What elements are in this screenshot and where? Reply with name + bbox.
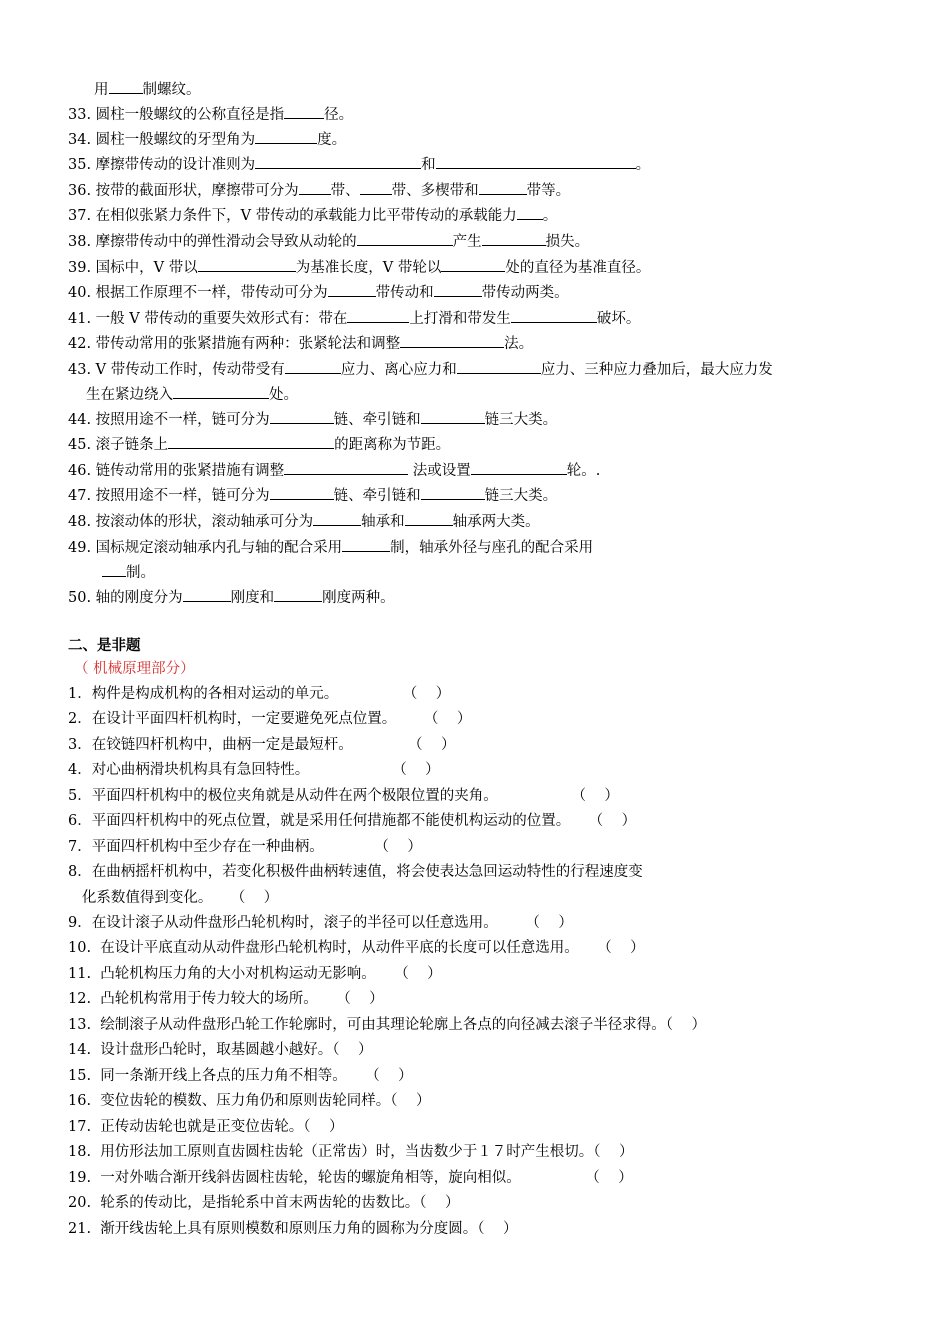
blank [517,204,543,220]
tf-question-21: 21. 渐开线齿轮上具有原则模数和原则压力角的圆称为分度圆。（ ） [68,1221,518,1237]
section-title: 二、是非题 [68,638,141,654]
question-43-continuation: 生在紧边绕入 处。 [86,383,298,405]
tf-question-8-continuation: 化系数值得到变化。 （ ） [68,890,279,906]
question-49: 49. 国标规定滚动轴承内孔与轴的配合采用 制，轴承外径与座孔的配合采用 [68,536,593,558]
blank [274,586,322,602]
blank [284,459,408,475]
blank [299,179,331,195]
question-37: 37. 在相似张紧力条件下，V 带传动的承载能力比平带传动的承载能力 。 [68,204,557,226]
blank [313,510,361,526]
blank [168,433,334,449]
tf-question-7: 7．平面四杆机构中至少存在一种曲柄。 （ ） [68,839,422,855]
blank [479,179,527,195]
blank [400,332,504,348]
tf-question-19: 19. 一对外啮合渐开线斜齿圆柱齿轮，轮齿的螺旋角相等，旋向相似。 （ ） [68,1170,633,1186]
tf-question-6: 6．平面四杆机构中的死点位置，就是采用任何措施都不能使机构运动的位置。 （ ） [68,813,637,829]
blank [270,408,334,424]
blank [102,561,126,577]
tf-question-16: 16. 变位齿轮的模数、压力角仍和原则齿轮同样。（ ） [68,1093,431,1109]
blank [255,128,317,144]
blank [284,103,324,119]
blank [511,307,597,323]
tf-question-4: 4．对心曲柄滑块机构具有急回特性。 （ ） [68,762,440,778]
blank [471,459,567,475]
tf-question-2: 2．在设计平面四杆机构时，一定要避免死点位置。 （ ） [68,711,472,727]
blank [457,358,541,374]
tf-question-20: 20. 轮系的传动比，是指轮系中首末两齿轮的齿数比。（ ） [68,1195,460,1211]
question-35: 35. 摩擦带传动的设计准则为 和 。 [68,153,650,175]
question-42: 42. 带传动常用的张紧措施有两种：张紧轮法和调整 法。 [68,332,533,354]
tf-question-17: 17. 正传动齿轮也就是正变位齿轮。（ ） [68,1119,344,1135]
blank [347,307,409,323]
section-subtitle: （ 机械原理部分） [74,661,195,677]
blank [173,383,269,399]
blank [270,484,334,500]
blank [328,281,376,297]
tf-question-5: 5．平面四杆机构中的极位夹角就是从动件在两个极限位置的夹角。 （ ） [68,788,619,804]
blank [109,78,143,94]
blank [436,153,636,169]
question-44: 44. 按照用途不一样，链可分为 链、牵引链和 链三大类。 [68,408,557,430]
blank [482,230,546,246]
question-34: 34. 圆柱一般螺纹的牙型角为 度。 [68,128,346,150]
blank [198,256,296,272]
tf-question-1: 1．构件是构成机构的各相对运动的单元。 （ ） [68,686,451,702]
blank [434,281,482,297]
tf-question-14: 14. 设计盘形凸轮时，取基圆越小越好。（ ） [68,1042,373,1058]
question-49-continuation: 制。 [102,561,155,583]
blank [441,256,505,272]
blank [357,230,453,246]
tf-question-8: 8．在曲柄摇杆机构中，若变化积极件曲柄转速值，将会使表达急回运动特性的行程速度变 [68,864,643,880]
question-41: 41. 一般 V 带传动的重要失效形式有：带在 上打滑和带发生 破坏。 [68,307,640,329]
question-48: 48. 按滚动体的形状，滚动轴承可分为 轴承和 轴承两大类。 [68,510,540,532]
question-32-continuation: 用 制螺纹。 [94,78,201,100]
question-40: 40. 根据工作原理不一样，带传动可分为 带传动和 带传动两类。 [68,281,569,303]
blank [360,179,392,195]
question-39: 39. 国标中，V 带以 为基准长度，V 带轮以 处的直径为基准直径。 [68,256,650,278]
tf-question-10: 10. 在设计平底直动从动件盘形凸轮机构时，从动件平底的长度可以任意选用。 （ ） [68,940,645,956]
blank [421,484,485,500]
question-45: 45. 滚子链条上 的距离称为节距。 [68,433,450,455]
tf-question-18: 18. 用仿形法加工原则直齿圆柱齿轮（正常齿）时，当齿数少于１７时产生根切。（ ） [68,1144,634,1160]
blank [183,586,231,602]
blank [421,408,485,424]
blank [285,358,341,374]
question-43: 43. V 带传动工作时，传动带受有 应力、离心应力和 应力、三种应力叠加后，最大应力发 [68,358,773,380]
question-47: 47. 按照用途不一样，链可分为 链、牵引链和 链三大类。 [68,484,557,506]
question-36: 36. 按带的截面形状，摩擦带可分为 带、 带、多楔带和 带等。 [68,179,570,201]
tf-question-9: 9．在设计滚子从动件盘形凸轮机构时，滚子的半径可以任意选用。 （ ） [68,915,573,931]
tf-question-11: 11. 凸轮机构压力角的大小对机构运动无影响。 （ ） [68,966,442,982]
tf-question-13: 13. 绘制滚子从动件盘形凸轮工作轮廓时，可由其理论轮廓上各点的向径减去滚子半径求得。（ ） [68,1017,706,1033]
tf-question-3: 3．在铰链四杆机构中，曲柄一定是最短杆。 （ ） [68,737,456,753]
blank [405,510,453,526]
question-38: 38. 摩擦带传动中的弹性滑动会导致从动轮的 产生 损失。 [68,230,589,252]
question-50: 50. 轴的刚度分为 刚度和 刚度两种。 [68,586,395,608]
blank [342,536,390,552]
blank [255,153,421,169]
tf-question-15: 15. 同一条渐开线上各点的压力角不相等。 （ ） [68,1068,413,1084]
question-33: 33. 圆柱一般螺纹的公称直径是指 径。 [68,103,353,125]
tf-question-12: 12. 凸轮机构常用于传力较大的场所。 （ ） [68,991,384,1007]
question-46: 46. 链传动常用的张紧措施有调整 法或设置 轮。. [68,459,600,481]
